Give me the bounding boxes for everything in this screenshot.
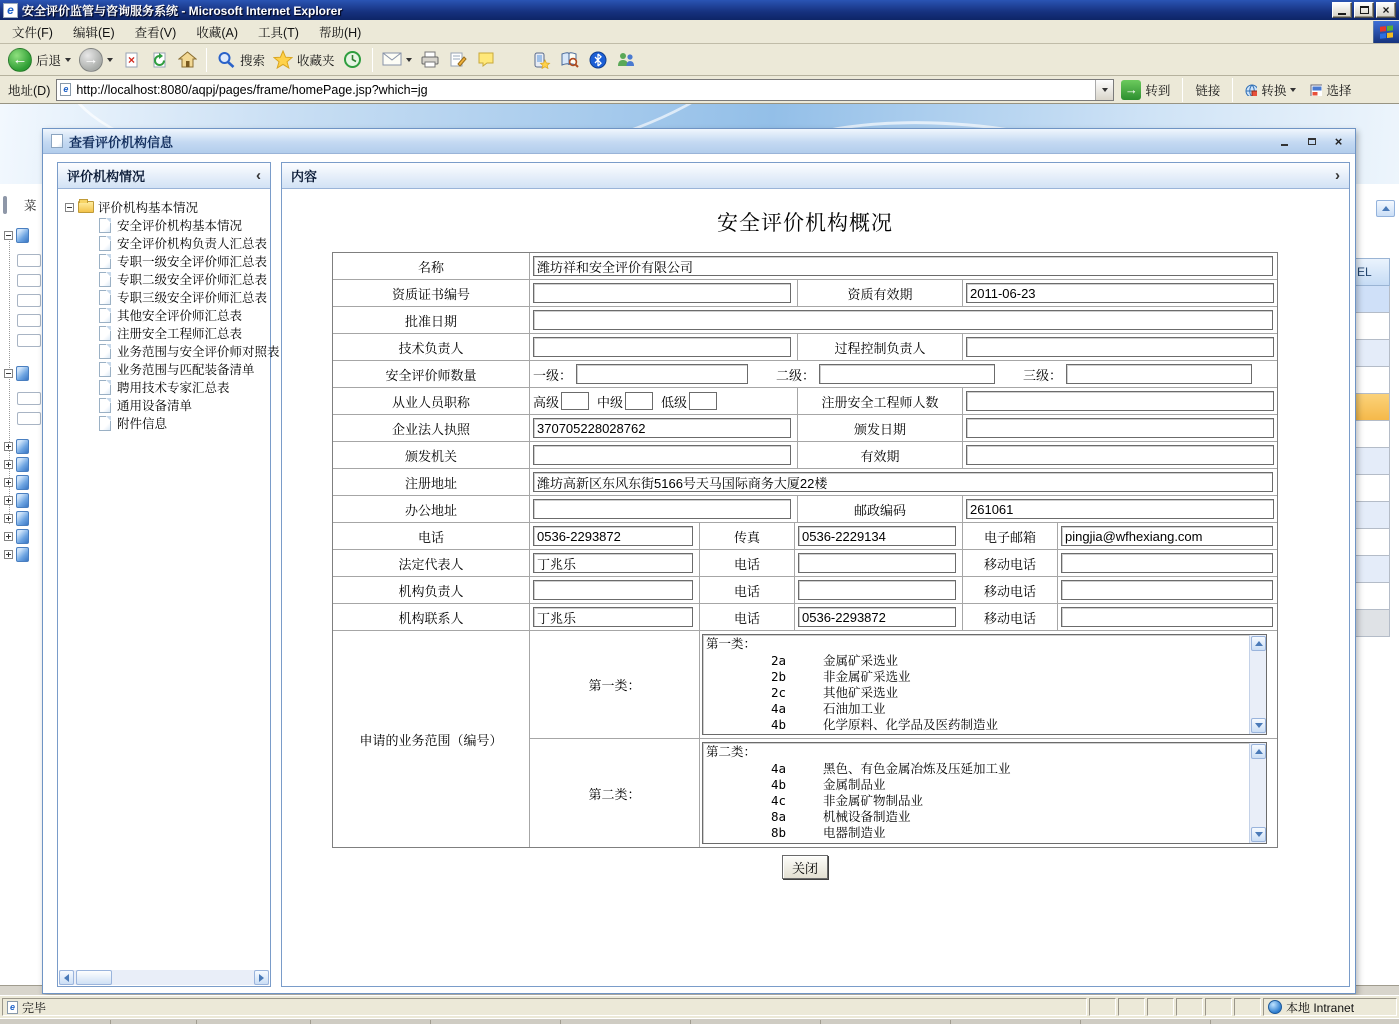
status-pane xyxy=(1147,998,1174,1016)
note-icon xyxy=(476,50,496,70)
address-label: 地址(D) xyxy=(8,83,51,98)
address-dropdown[interactable] xyxy=(1095,80,1113,100)
document-icon xyxy=(99,380,111,395)
legal-phone-label: 电话 xyxy=(700,550,795,576)
mobile-favorites-button[interactable] xyxy=(528,48,556,72)
document-icon xyxy=(99,362,111,377)
scope-list-category2[interactable]: 第二类： 4a 黑色、有色金属冶炼及压延加工业 4b 金属制品业 4c 非金属矿物制品业 8a 机械设备制造业 8b 电器制造业 xyxy=(702,742,1267,844)
legal-rep-label: 法定代表人 xyxy=(333,550,530,576)
content-panel xyxy=(281,162,1350,987)
convert-icon xyxy=(1245,84,1257,96)
contact-mobile-label: 移动电话 xyxy=(963,604,1058,630)
contact-phone-label: 电话 xyxy=(700,604,795,630)
menu-tools[interactable]: 工具(T) xyxy=(257,25,299,40)
blue-document-icon xyxy=(16,475,29,490)
document-icon xyxy=(99,236,111,251)
background-right-calendar xyxy=(1353,184,1399,995)
issuer-input[interactable] xyxy=(533,445,791,465)
tree-item-attachments[interactable]: 附件信息 xyxy=(60,414,268,432)
scroll-down-button[interactable] xyxy=(1251,827,1266,842)
evaluator-count-label: 安全评价师数量 xyxy=(333,361,530,387)
list-item[interactable]: 2a 金属矿采选业 xyxy=(771,653,899,668)
tree-expand-box[interactable] xyxy=(4,532,13,541)
level2-label: 二级： xyxy=(776,367,816,383)
back-button[interactable]: ← 后退 xyxy=(4,46,75,74)
legal-phone-input[interactable] xyxy=(798,553,956,573)
home-button[interactable] xyxy=(173,48,201,72)
fax-label: 传真 xyxy=(700,523,795,549)
page-title: 安全评价机构概况 xyxy=(717,212,893,235)
issue-date-label: 颁发日期 xyxy=(798,415,963,441)
tree-expand-box[interactable] xyxy=(4,442,13,451)
list-scrollbar[interactable] xyxy=(1249,743,1266,843)
tree-horizontal-scrollbar[interactable] xyxy=(59,970,269,985)
org-leader-input[interactable] xyxy=(533,580,693,600)
blue-document-icon xyxy=(16,493,29,508)
senior-count-input[interactable] xyxy=(561,392,589,410)
menu-help[interactable]: 帮助(H) xyxy=(318,25,362,40)
stop-button[interactable] xyxy=(117,48,145,72)
org-contact-label: 机构联系人 xyxy=(333,604,530,630)
dialog-title: 查看评价机构信息 xyxy=(69,134,174,150)
staff-title-label: 从业人员职称 xyxy=(333,388,530,414)
book-search-icon xyxy=(560,50,580,70)
scroll-up-button[interactable] xyxy=(1251,636,1266,651)
engineer-count-input[interactable] xyxy=(966,391,1274,411)
list-item[interactable]: 4b 金属制品业 xyxy=(771,777,886,792)
tree-expand-box[interactable] xyxy=(4,496,13,505)
tree-panel-header: 评价机构情况 ‹ xyxy=(58,163,270,189)
blue-document-icon xyxy=(16,228,29,243)
level2-count-input[interactable] xyxy=(819,364,995,384)
forward-icon: → xyxy=(79,48,103,72)
office-address-input[interactable] xyxy=(533,499,791,519)
scrollbar-thumb[interactable] xyxy=(76,970,112,985)
org-form-table xyxy=(332,252,1278,848)
research-button[interactable] xyxy=(556,48,584,72)
expand-panel-arrow[interactable]: › xyxy=(1335,167,1340,184)
org-tree xyxy=(58,189,280,432)
background-menu-fragment: 菜 xyxy=(24,199,37,213)
messenger-icon xyxy=(616,50,636,70)
refresh-icon xyxy=(149,50,169,70)
document-icon xyxy=(99,218,111,233)
print-button[interactable] xyxy=(416,48,444,72)
scroll-up-button[interactable] xyxy=(1376,200,1395,217)
reg-address-input[interactable] xyxy=(533,472,1273,492)
status-pane xyxy=(1089,998,1116,1016)
middle-count-input[interactable] xyxy=(625,392,653,410)
validity-input[interactable] xyxy=(966,445,1274,465)
document-icon xyxy=(99,308,111,323)
close-button[interactable]: 关闭 xyxy=(782,855,828,879)
security-zone-pane: 本地 Intranet xyxy=(1263,998,1397,1016)
license-input[interactable] xyxy=(533,418,791,438)
status-pane xyxy=(1234,998,1261,1016)
scroll-down-button[interactable] xyxy=(1251,718,1266,733)
cert-no-input[interactable] xyxy=(533,283,791,303)
browser-viewport xyxy=(0,104,1399,995)
menu-view[interactable]: 查看(V) xyxy=(134,25,177,40)
bluetooth-icon xyxy=(588,50,608,70)
office-address-label: 办公地址 xyxy=(333,496,530,522)
tree-collapse-box[interactable] xyxy=(4,369,13,378)
tree-expand-box[interactable] xyxy=(4,460,13,469)
address-input[interactable] xyxy=(76,81,1090,99)
leader-mobile-label: 移动电话 xyxy=(963,577,1058,603)
cert-valid-label: 资质有效期 xyxy=(798,280,963,306)
scope-list-category1[interactable]: 第一类： 2a 金属矿采选业 2b 非金属矿采选业 2c 其他矿采选业 4a 石油加工业 4b 化学原料、化学品及医药制造业 xyxy=(702,634,1267,735)
taskbar-edge xyxy=(0,1018,1399,1024)
minimize-button[interactable] xyxy=(1332,2,1352,18)
list-item[interactable]: 2b 非金属矿采选业 xyxy=(771,669,911,684)
menu-edit[interactable]: 编辑(E) xyxy=(72,25,115,40)
org-leader-label: 机构负责人 xyxy=(333,577,530,603)
tree-expand-box[interactable] xyxy=(4,478,13,487)
ie-icon: e xyxy=(3,3,18,18)
tech-leader-label: 技术负责人 xyxy=(333,334,530,360)
status-bar xyxy=(0,995,1399,1018)
navigation-toolbar xyxy=(0,44,1399,76)
level3-count-input[interactable] xyxy=(1066,364,1252,384)
list-item[interactable]: 4a 石油加工业 xyxy=(771,701,886,716)
list-item[interactable]: 2c 其他矿采选业 xyxy=(771,685,899,700)
phone-label: 电话 xyxy=(333,523,530,549)
tree-item-level1-evaluators[interactable]: 专职一级安全评价师汇总表 xyxy=(60,252,268,270)
forward-button[interactable] xyxy=(75,46,117,74)
history-button[interactable] xyxy=(339,48,367,72)
leader-phone-label: 电话 xyxy=(700,577,795,603)
document-icon xyxy=(99,398,111,413)
refresh-button[interactable] xyxy=(145,48,173,72)
mail-icon xyxy=(382,50,402,70)
contact-mobile-input[interactable] xyxy=(1061,607,1273,627)
go-icon: → xyxy=(1121,80,1141,100)
junior-count-input[interactable] xyxy=(689,392,717,410)
menu-bar xyxy=(0,20,1399,44)
scroll-left-button[interactable] xyxy=(59,970,74,985)
select-icon xyxy=(1310,84,1322,96)
junior-label: 低级 xyxy=(661,394,688,410)
tree-collapse-box[interactable] xyxy=(4,231,13,240)
star-icon xyxy=(273,50,293,70)
document-icon xyxy=(99,344,111,359)
legal-mobile-input[interactable] xyxy=(1061,553,1273,573)
tree-item-hired-experts[interactable]: 聘用技术专家汇总表 xyxy=(60,378,268,396)
engineer-count-label: 注册安全工程师人数 xyxy=(798,388,963,414)
tree-item-leader-summary[interactable]: 安全评价机构负责人汇总表 xyxy=(60,234,268,252)
list-item[interactable]: 8b 电器制造业 xyxy=(771,825,886,840)
tree-item-level2-evaluators[interactable]: 专职二级安全评价师汇总表 xyxy=(60,270,268,288)
discuss-button[interactable] xyxy=(472,48,500,72)
menu-file[interactable]: 文件(F) xyxy=(12,25,53,40)
document-icon xyxy=(99,272,111,287)
calendar-highlight-cell xyxy=(1354,394,1390,421)
cert-valid-input[interactable] xyxy=(966,283,1274,303)
leader-phone-input[interactable] xyxy=(798,580,956,600)
address-box xyxy=(56,79,1114,101)
email-input[interactable] xyxy=(1061,526,1273,546)
cert-no-label: 资质证书编号 xyxy=(333,280,530,306)
category2-label: 第二类： xyxy=(530,739,700,847)
list-item[interactable]: 4c 非金属矿物制品业 xyxy=(771,793,924,808)
blue-document-icon xyxy=(16,439,29,454)
legal-rep-input[interactable] xyxy=(533,553,693,573)
tree-expand-box[interactable] xyxy=(4,550,13,559)
select-button[interactable]: 选择 xyxy=(1303,81,1358,99)
blue-document-icon xyxy=(16,511,29,526)
zip-input[interactable] xyxy=(966,499,1274,519)
reg-address-label: 注册地址 xyxy=(333,469,530,495)
level1-label: 一级： xyxy=(533,367,573,383)
tree-expand-box[interactable] xyxy=(4,514,13,523)
category1-label: 第一类： xyxy=(530,631,700,738)
status-pane xyxy=(1205,998,1232,1016)
tree-item-registered-engineers[interactable]: 注册安全工程师汇总表 xyxy=(60,324,268,342)
license-label: 企业法人执照 xyxy=(333,415,530,441)
fax-input[interactable] xyxy=(798,526,956,546)
blue-document-icon xyxy=(16,366,29,381)
legal-mobile-label: 移动电话 xyxy=(963,550,1058,576)
name-label: 名称 xyxy=(333,253,530,279)
content-panel-header: 内容 › xyxy=(282,163,1349,189)
messenger-button[interactable] xyxy=(612,48,640,72)
list-item[interactable]: 4a 黑色、有色金属冶炼及压延加工业 xyxy=(771,761,1011,776)
tree-item-level3-evaluators[interactable]: 专职三级安全评价师汇总表 xyxy=(60,288,268,306)
window-titlebar xyxy=(0,0,1399,20)
status-pane xyxy=(1176,998,1203,1016)
phone-input[interactable] xyxy=(533,526,693,546)
status-pane xyxy=(1118,998,1145,1016)
windows-logo xyxy=(1373,21,1399,43)
search-icon xyxy=(216,50,236,70)
scroll-up-button[interactable] xyxy=(1251,744,1266,759)
home-icon xyxy=(177,50,197,70)
tree-item-basic-info[interactable]: 安全评价机构基本情况 xyxy=(60,216,268,234)
approve-date-label: 批准日期 xyxy=(333,307,530,333)
business-scope-label: 申请的业务范围（编号） xyxy=(333,631,530,847)
folder-icon xyxy=(78,201,94,213)
tree-item-scope-equipment[interactable]: 业务范围与匹配装备清单 xyxy=(60,360,268,378)
scroll-right-button[interactable] xyxy=(254,970,269,985)
document-icon xyxy=(99,290,111,305)
tree-item-scope-evaluator-map[interactable]: 业务范围与安全评价师对照表 xyxy=(60,342,268,360)
status-message-pane: e 完毕 xyxy=(2,998,1087,1016)
contact-phone-input[interactable] xyxy=(798,607,956,627)
leader-mobile-input[interactable] xyxy=(1061,580,1273,600)
background-left-tree xyxy=(0,184,42,995)
address-bar xyxy=(0,76,1399,104)
level1-count-input[interactable] xyxy=(576,364,748,384)
dialog-titlebar xyxy=(43,129,1355,154)
window-title: 安全评价监管与咨询服务系统 - Microsoft Internet Explorer xyxy=(22,3,343,18)
senior-label: 高级 xyxy=(533,394,560,410)
org-contact-input[interactable] xyxy=(533,607,693,627)
email-label: 电子邮箱 xyxy=(963,523,1058,549)
document-icon xyxy=(99,254,111,269)
close-window-button[interactable]: × xyxy=(1376,2,1396,18)
status-page-icon: e xyxy=(7,1001,18,1014)
tree-root-label[interactable]: 评价机构基本情况 xyxy=(98,201,199,215)
list-scrollbar[interactable] xyxy=(1249,635,1266,734)
tree-root-expander[interactable] xyxy=(65,203,74,212)
blue-document-icon xyxy=(16,547,29,562)
blue-document-icon xyxy=(16,529,29,544)
svg-text:×: × xyxy=(128,52,136,67)
document-icon xyxy=(99,416,111,431)
dialog-doc-icon xyxy=(51,134,63,148)
list-item[interactable]: 8a 机械设备制造业 xyxy=(771,809,911,824)
edit-icon xyxy=(448,50,468,70)
org-tree-panel xyxy=(57,162,280,987)
tech-leader-input[interactable] xyxy=(533,337,791,357)
search-button[interactable]: 搜索 xyxy=(212,48,269,72)
name-input[interactable] xyxy=(533,256,1273,276)
maximize-button[interactable] xyxy=(1354,2,1374,18)
collapse-panel-arrow[interactable]: ‹ xyxy=(256,167,261,184)
blue-document-icon xyxy=(16,457,29,472)
process-leader-label: 过程控制负责人 xyxy=(798,334,963,360)
dialog-maximize-button[interactable] xyxy=(1303,134,1320,149)
tree-item-general-equipment[interactable]: 通用设备清单 xyxy=(60,396,268,414)
dialog-minimize-button[interactable] xyxy=(1276,134,1293,149)
issuer-label: 颁发机关 xyxy=(333,442,530,468)
stop-icon xyxy=(121,50,141,70)
computer-icon xyxy=(3,198,21,213)
tree-item-other-evaluators[interactable]: 其他安全评价师汇总表 xyxy=(60,306,268,324)
middle-label: 中级 xyxy=(597,394,624,410)
mail-button[interactable] xyxy=(378,48,416,72)
menu-favorites[interactable]: 收藏(A) xyxy=(196,25,238,40)
process-leader-input[interactable] xyxy=(966,337,1274,357)
level3-label: 三级： xyxy=(1023,367,1063,383)
history-icon xyxy=(343,50,363,70)
page-icon: e xyxy=(60,83,71,96)
approve-date-input[interactable] xyxy=(533,310,1273,330)
back-icon: ← xyxy=(8,48,32,72)
calendar-header-fragment: EL xyxy=(1354,258,1390,286)
phone-star-icon xyxy=(532,50,552,70)
validity-label: 有效期 xyxy=(798,442,963,468)
go-button[interactable]: → 转到 xyxy=(1114,80,1177,100)
favorites-button[interactable]: 收藏夹 xyxy=(269,48,339,72)
dialog-close-button[interactable]: × xyxy=(1334,133,1343,149)
globe-icon xyxy=(1268,1000,1282,1014)
issue-date-input[interactable] xyxy=(966,418,1274,438)
zip-label: 邮政编码 xyxy=(798,496,963,522)
links-button[interactable]: 链接 xyxy=(1195,83,1221,98)
convert-button[interactable]: 转换 xyxy=(1238,81,1303,99)
edit-button[interactable] xyxy=(444,48,472,72)
list-item[interactable]: 4b 化学原料、化学品及医药制造业 xyxy=(771,717,999,732)
print-icon xyxy=(420,50,440,70)
view-org-info-dialog xyxy=(42,128,1356,994)
bluetooth-button[interactable] xyxy=(584,48,612,72)
document-icon xyxy=(99,326,111,341)
